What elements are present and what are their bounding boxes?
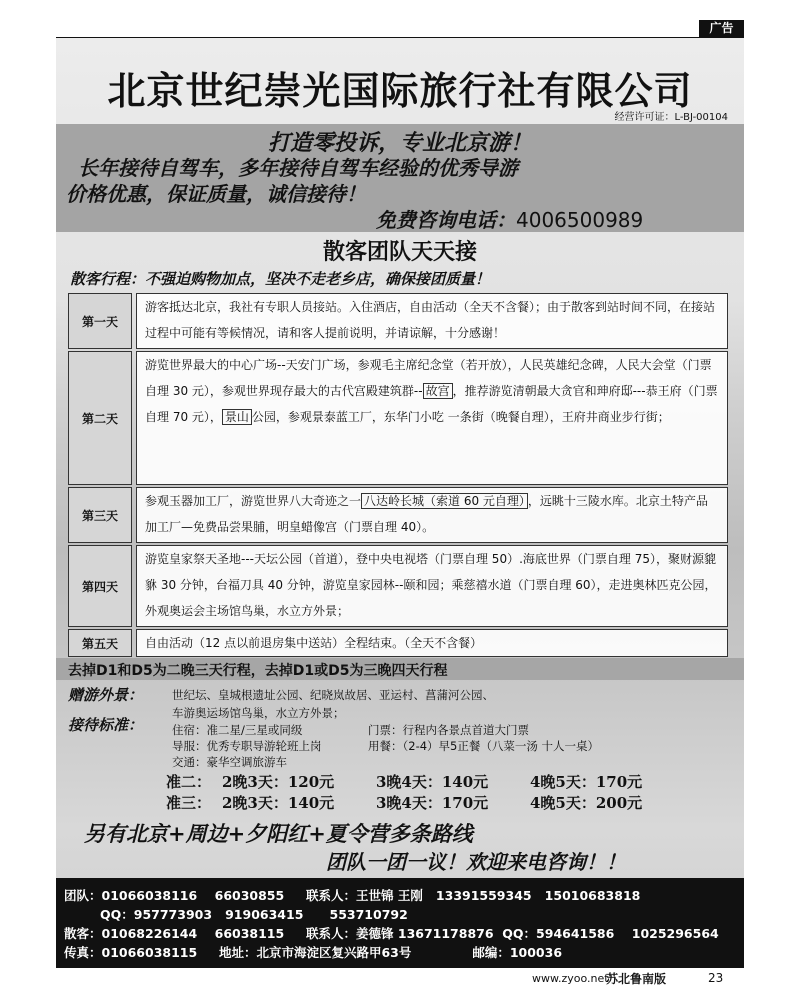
address: 北京市海淀区复兴路甲63号 — [256, 945, 412, 960]
hotline-label: 免费咨询电话： — [376, 208, 516, 232]
day-text: 游客抵达北京，我社有专职人员接站。入住酒店，自由活动（全天不含餐）；由于散客到站时间不同，在接站过程中可能有等候情况，请和客人提前说明，并请谅解，十分感谢！ — [136, 293, 728, 349]
gifts-line: 车游奥运场馆鸟巢，水立方外景； — [172, 706, 345, 720]
price-3n4d: 3晚4天：170元 — [376, 794, 489, 812]
tour-heading: 散客团队天天接 — [322, 239, 477, 265]
contact-names: 王世锦 王刚 — [356, 888, 423, 903]
contact-individual — [64, 924, 719, 942]
day-row — [68, 629, 728, 657]
promo-line: 长年接待自驾车，多年接待自驾车经验的优秀导游 — [78, 156, 518, 180]
mobile-2: 15010683818 — [544, 888, 641, 903]
day-text: 自由活动（12 点以前退房集中送站）全程结束。（全天不含餐） — [136, 629, 728, 657]
day-label: 第四天 — [68, 545, 132, 627]
zip-label: 邮编： — [472, 945, 510, 960]
hotline-number: 4006500989 — [516, 208, 644, 232]
individual-label: 散客： — [64, 926, 102, 941]
price-tier-label: 准二： — [166, 773, 212, 791]
qq-label: QQ： — [502, 926, 537, 941]
day-text: 游览皇家祭天圣地---天坛公园（首道），登中央电视塔（门票自理 50）.海底世界（门票自理 75），聚财源貔貅 30 分钟，台福刀具 40 分钟，游览皇家园林--颐和园；乘慈禧水道（门票自理 60），走进奥林匹克公园，外观奥运会主场馆鸟巢，水立方外景； — [136, 545, 728, 627]
contact-group — [64, 886, 640, 904]
individual-phone-2: 66038115 — [214, 926, 285, 941]
qq-2: 919063415 — [225, 907, 304, 922]
std-lodging: 住宿：准二星/三星或同级 — [172, 723, 303, 737]
day-text-part: ，推荐游览清朝最大贪官和珅府邸---恭王府（门票自理 70 元）， — [145, 384, 718, 424]
contact-person-label: 联系人： — [305, 926, 356, 941]
qq-1: 957773903 — [133, 907, 213, 922]
day-text-part: 公园，参观景泰蓝工厂，东华门小吃 一条街（晚餐自理），王府井商业步行街； — [251, 410, 670, 424]
advertisement — [56, 38, 744, 968]
qq-1: 594641586 — [536, 926, 615, 941]
day-row — [68, 487, 728, 543]
contact-box — [56, 878, 744, 968]
day-row — [68, 351, 728, 485]
day-label: 第一天 — [68, 293, 132, 349]
day-text-part: ，远眺十三陵水库。北京土特产品加工厂—免费品尝果脯，明皇蜡像宫（门票自理 40）。 — [145, 494, 708, 534]
day-label: 第五天 — [68, 629, 132, 657]
individual-phone-1: 01068226144 — [101, 926, 198, 941]
routes-promo: 另有北京+周边+夕阳红+夏令营多条路线 — [84, 821, 473, 846]
highlight-gugong: 故宫 — [423, 383, 453, 399]
day-label: 第二天 — [68, 351, 132, 485]
price-2n3d: 2晚3天：140元 — [222, 794, 335, 812]
day-text — [136, 487, 728, 543]
qq-3: 553710792 — [329, 907, 408, 922]
std-tickets: 门票：行程内各景点首道大门票 — [368, 723, 529, 737]
price-2n3d: 2晚3天：120元 — [222, 773, 335, 791]
std-meals: 用餐：（2-4）早5正餐（八菜一汤 十人一桌） — [368, 739, 600, 753]
ad-tag: 广告 — [699, 20, 744, 37]
contact-fax — [64, 943, 562, 961]
company-title: 北京世纪崇光国际旅行社有限公司 — [107, 68, 693, 113]
gifts-label: 赠游外景： — [68, 686, 144, 704]
qq-label: QQ： — [100, 907, 134, 922]
standards-label: 接待标准： — [68, 716, 144, 734]
std-transport: 交通：豪华空调旅游车 — [172, 755, 287, 769]
itinerary-table — [68, 293, 728, 659]
options-note: 去掉D1和D5为二晚三天行程，去掉D1或D5为三晚四天行程 — [68, 663, 448, 679]
price-3n4d: 3晚4天：140元 — [376, 773, 489, 791]
mobile-1: 13391559345 — [435, 888, 532, 903]
page-number: 23 — [708, 971, 724, 985]
address-label: 地址： — [218, 945, 257, 960]
license-number: 经营许可证：L-BJ-00104 — [614, 112, 728, 123]
day-text-part: 游览世界最大的中心广场--天安门广场，参观毛主席纪念堂（若开放），人民英雄纪念碑，人民大会堂（门票自理 30 元），参观世界现存最大的古代宫殿建筑群-- — [145, 358, 712, 398]
mobile-1: 13671178876 — [397, 926, 494, 941]
contact-names: 姜德锋 — [356, 926, 394, 941]
group-phone-2: 66030855 — [214, 888, 285, 903]
price-4n5d: 4晚5天：170元 — [530, 773, 643, 791]
price-4n5d: 4晚5天：200元 — [530, 794, 643, 812]
welcome-line: 团队一团一议！欢迎来电咨询！！ — [326, 850, 626, 874]
price-tier-label: 准三： — [166, 794, 212, 812]
day-text — [136, 351, 728, 485]
fax-number: 01066038115 — [101, 945, 198, 960]
group-phone-1: 01066038116 — [101, 888, 198, 903]
gifts-list — [172, 686, 732, 722]
hotline — [376, 204, 643, 233]
day-text-part: 参观玉器加工厂，游览世界八大奇迹之一 — [145, 494, 362, 508]
footer-website[interactable]: www.zyoo.net — [532, 972, 609, 985]
highlight-jingshan: 景山 — [222, 409, 252, 425]
fax-label: 传真： — [64, 945, 102, 960]
qq-2: 1025296564 — [631, 926, 719, 941]
group-label: 团队： — [64, 888, 102, 903]
contact-qq — [100, 905, 408, 923]
contact-person-label: 联系人： — [305, 888, 356, 903]
footer-edition: 苏北鲁南版 — [606, 972, 667, 986]
promo-line: 价格优惠，保证质量，诚信接待！ — [66, 182, 366, 206]
gifts-line: 世纪坛、皇城根遗址公园、纪晓岚故居、亚运村、菖蒲河公园、 — [172, 688, 494, 702]
highlight-badaling: 八达岭长城（索道 60 元自理） — [361, 493, 528, 509]
day-row — [68, 545, 728, 627]
zip-code: 100036 — [509, 945, 563, 960]
std-guide: 导服：优秀专职导游轮班上岗 — [172, 739, 322, 753]
itinerary-note: 散客行程：不强迫购物加点，坚决不走老乡店，确保接团质量！ — [70, 270, 491, 288]
day-row — [68, 293, 728, 349]
day-label: 第三天 — [68, 487, 132, 543]
promo-slogan: 打造零投诉，专业北京游！ — [267, 130, 532, 156]
